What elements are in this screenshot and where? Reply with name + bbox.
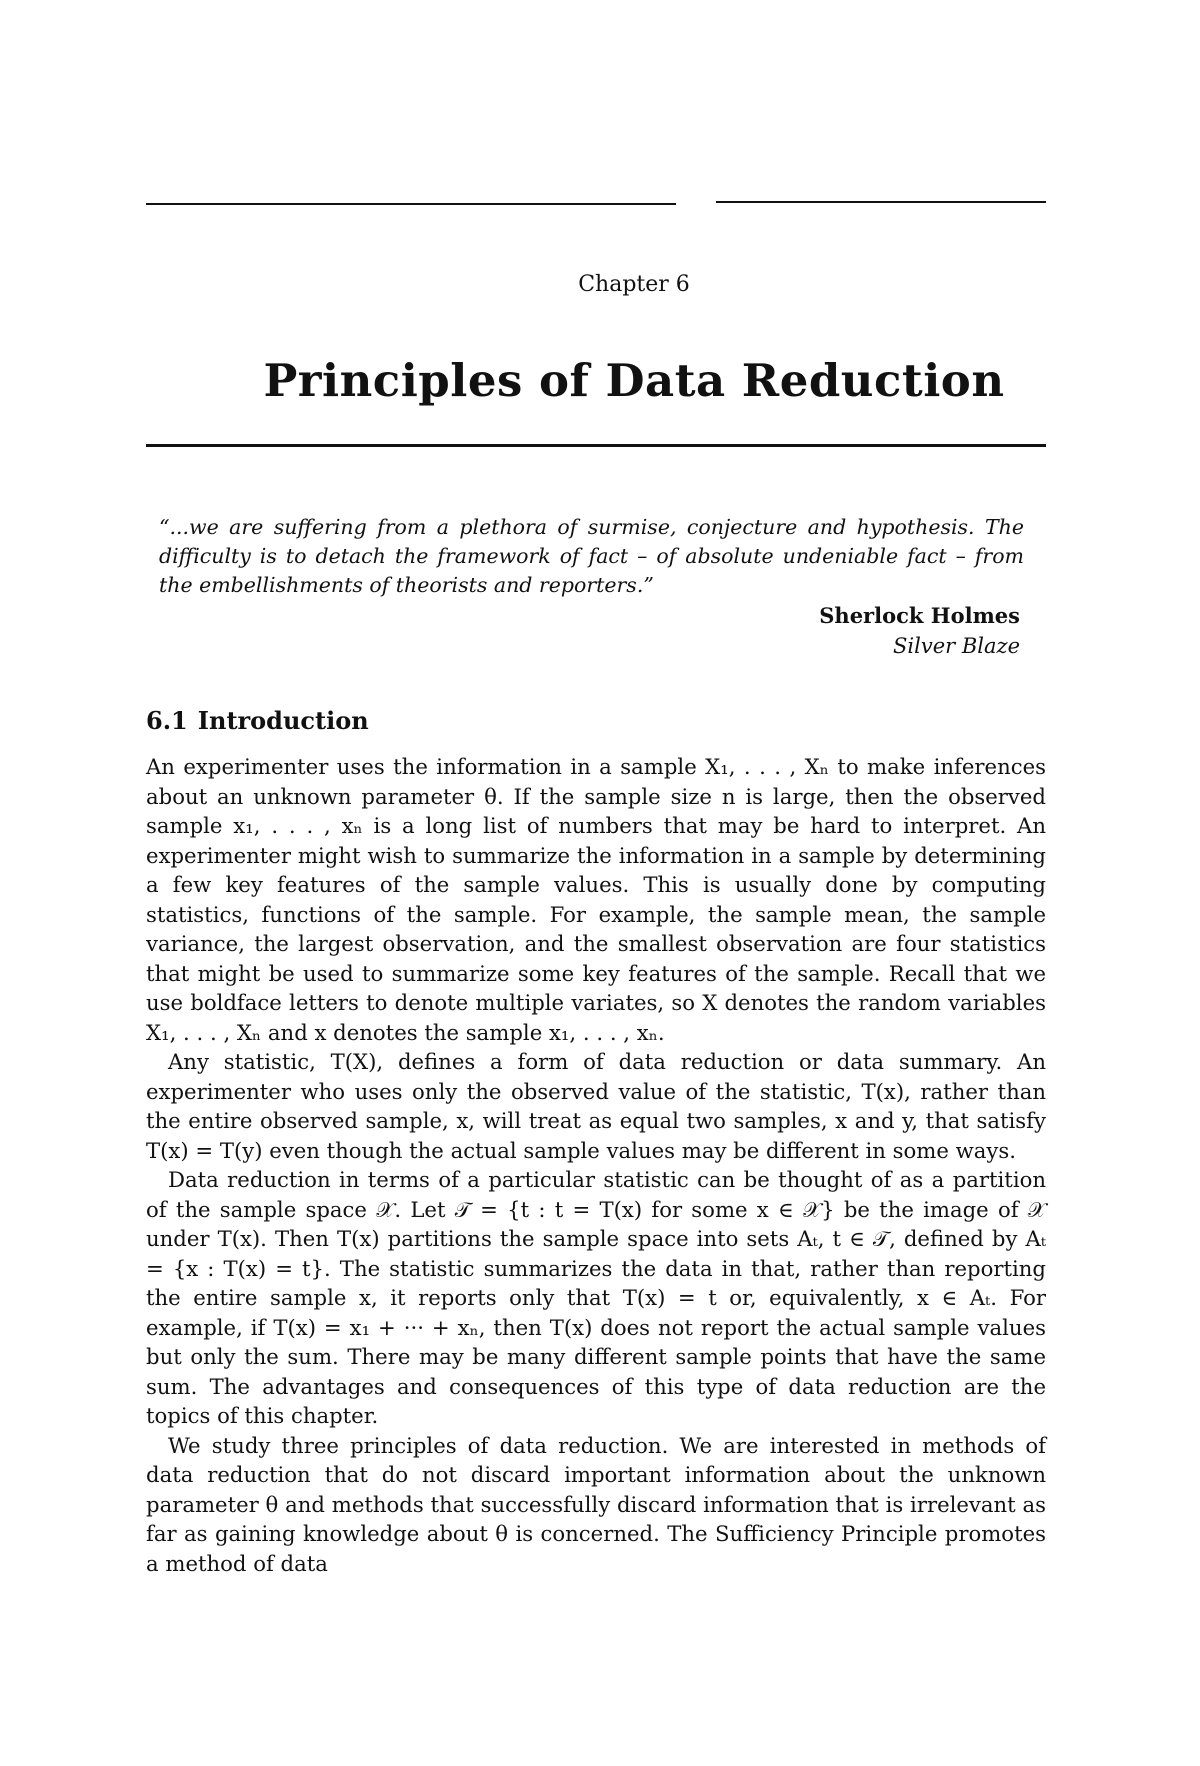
paragraph-3: Data reduction in terms of a particular statistic can be thought of as a partition of the sample space 𝒳. Let 𝒯 = {t : t = T(x) for some x ∈ 𝒳} be the image of 𝒳 under T(x). Then T(x) partitions the sample space into sets Aₜ, t ∈ 𝒯, defined by Aₜ = {x : T(x) = t}. The statistic summarizes the data in that, rather than reporting the entire sample x, it reports only that T(x) = t or, equivalently, x ∈ Aₜ. For example, if T(x) = x₁ + ··· + xₙ, then T(x) does not report the actual sample values but only the sum. There may be many different sample points that have the same sum. The advantages and consequences of this type of data reduction are the topics of this chapter. [146,1167,1046,1428]
paragraph-2: Any statistic, T(X), defines a form of data reduction or data summary. An experimenter who uses only the observed value of the statistic, T(x), rather than the entire observed sample, x, will treat as equal two samples, x and y, that satisfy T(x) = T(y) even though the actual sample values may be different in some ways. [146,1049,1046,1163]
paragraph-1: An experimenter uses the information in a sample X₁, . . . , Xₙ to make inferences about an unknown parameter θ. If the sample size n is large, then the observed sample x₁, . . . , xₙ is a long list of numbers that may be hard to interpret. An experimenter might wish to summarize the information in a sample by determining a few key features of the sample values. This is usually done by computing statistics, functions of the sample. For example, the sample mean, the sample variance, the largest observation, and the smallest observation are four statistics that might be used to summarize some key features of the sample. Recall that we use boldface letters to denote multiple variates, so X denotes the random variables X₁, . . . , Xₙ and x denotes the sample x₁, . . . , xₙ. [146,754,1046,1045]
epigraph-attribution [819,600,1020,662]
epigraph-author: Sherlock Holmes [819,603,1020,628]
section-heading [146,706,369,735]
top-rule-left [146,203,676,205]
epigraph-quote: “...we are suffering from a plethora of surmise, conjecture and hypothesis. The difficulty is to detach the framework of fact – of absolute undeniable fact – from the embellishments of theorists and reporters.” [159,515,1024,597]
body-text [146,752,1046,1578]
paragraph-4: We study three principles of data reduction. We are interested in methods of data reduction that do not discard important information about the unknown parameter θ and methods that successfully discard information that is irrelevant as far as gaining knowledge about θ is concerned. The Sufficiency Principle promotes a method of data [146,1432,1046,1576]
title-rule [146,444,1046,447]
section-number: 6.1 [146,706,188,735]
section-title: Introduction [197,706,369,735]
chapter-label: Chapter 6 [578,272,690,297]
chapter-title: Principles of Data Reduction [263,354,1005,407]
top-rule-right [716,201,1046,203]
epigraph-work: Silver Blaze [893,634,1020,658]
